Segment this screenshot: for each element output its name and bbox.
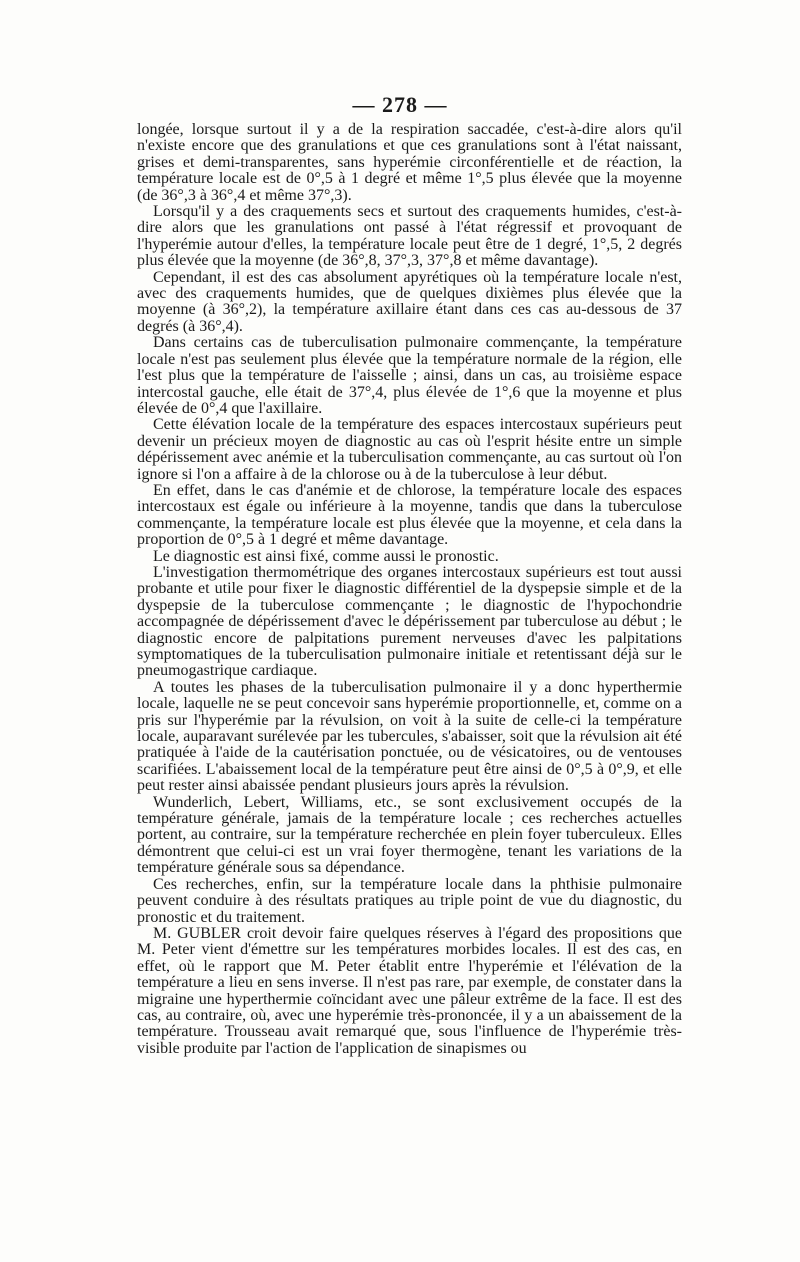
page-number: — 278 — [352,92,448,117]
paragraph: Le diagnostic est ainsi fixé, comme aussi le pronostic. [153,547,499,565]
paragraph: Dans certains cas de tuberculisation pulmonaire commençante, la température locale n'est pas seulement plus élevée que la température normale de la région, elle l'est plus que la température de l'aisselle ; ainsi, dans un cas, au troisième espace intercostal gauche, elle était de 37°,4, plus élevée de 1°,6 que la moyenne et plus élevée de 0°,4 que l'axillaire. [137,334,682,417]
paragraph: Wunderlich, Lebert, Williams, etc., se sont exclusivement occupés de la température générale, jamais de la température locale ; ces recherches actuelles portent, au contraire, sur la température recherchée en plein foyer tuberculeux. Elles démontrent que celui-ci est un vrai foyer thermogène, tenant les variations de la température générale sous sa dépendance. [137,793,682,877]
body-text [137,122,682,1057]
paragraph: Cependant, il est des cas absolument apyrétiques où la température locale n'est, avec des craquements humides, que de quelques dixièmes plus élevée que la moyenne (à 36°,2), la température axillaire étant dans ces cas au-dessous de 37 degrés (à 36°,4). [137,268,682,335]
paragraph: longée, lorsque surtout il y a de la respiration saccadée, c'est-à-dire alors qu'il n'existe encore que des granulations et que ces granulations sont à l'état naissant, grises et demi-transparentes, sans hyperémie circonférentielle et de réaction, la température locale est de 0°,5 à 1 degré et même 1°,5 plus élevée que la moyenne (de 36°,3 à 36°,4 et même 37°,3). [137,121,682,204]
paragraph: L'investigation thermométrique des organes intercostaux supérieurs est tout aussi probante et utile pour fixer le diagnostic différentiel de la dyspepsie simple et de la dyspepsie de la tuberculose commençante ; le diagnostic de l'hypochondrie accompagnée de dépérissement d'avec le dépérissement par tuberculose au début ; le diagnostic encore de palpitations purement nerveuses d'avec les palpitations symptomatiques de la tuberculisation pulmonaire initiale et retentissant déjà sur le pneumogastrique cardiaque. [137,563,682,680]
paragraph: A toutes les phases de la tuberculisation pulmonaire il y a donc hyperthermie locale, laquelle ne se peut concevoir sans hyperémie proportionnelle, et, comme on a pris sur l'hyperémie par la révulsion, on voit à la suite de celle-ci la température locale, auparavant surélevée par les tubercules, s'abaisser, soit que la révulsion ait été pratiquée à l'aide de la cautérisation ponctuée, ou de vésicatoires, ou de ventouses scarifiées. L'abaissement local de la température peut être ainsi de 0°,5 à 0°,9, et elle peut rester ainsi abaissée pendant plusieurs jours après la révulsion. [137,678,682,795]
paragraph: En effet, dans le cas d'anémie et de chlorose, la température locale des espaces intercostaux est égale ou inférieure à la moyenne, tandis que dans la tuberculose commençante, la température locale est plus élevée que la moyenne, et cela dans la proportion de 0°,5 à 1 degré et même davantage. [137,481,682,549]
paragraph: Cette élévation locale de la température des espaces intercostaux supérieurs peut devenir un précieux moyen de diagnostic au cas où l'esprit hésite entre un simple dépérissement avec anémie et la tuberculisation commençante, au cas surtout où l'on ignore si l'on a affaire à de la chlorose ou à de la tuberculose à leur début. [137,416,682,483]
paragraph: Ces recherches, enfin, sur la température locale dans la phthisie pulmonaire peuvent conduire à des résultats pratiques au triple point de vue du diagnostic, du pronostic et du traitement. [137,875,682,926]
paragraph: Lorsqu'il y a des craquements secs et surtout des craquements humides, c'est-à-dire alors que les granulations ont passé à l'état régressif et provoquant de l'hyperémie autour d'elles, la température locale peut être de 1 degré, 1°,5, 2 degrés plus élevée que la moyenne (de 36°,8, 37°,3, 37°,8 et même davantage). [137,203,682,270]
paragraph: M. GUBLER croit devoir faire quelques réserves à l'égard des propositions que M. Peter vient d'émettre sur les températures morbides locales. Il est des cas, en effet, où le rapport que M. Peter établit entre l'hyperémie et l'élévation de la température a lieu en sens inverse. Il n'est pas rare, par exemple, de constater dans la migraine une hyperthermie coïncidant avec une pâleur extrême de la face. Il est des cas, au contraire, où, avec une hyperémie très-prononcée, il y a un abaissement de la température. Trousseau avait remarqué que, sous l'influence de l'hyperémie très-visible produite par l'action de l'application de sinapismes ou [137,924,682,1057]
